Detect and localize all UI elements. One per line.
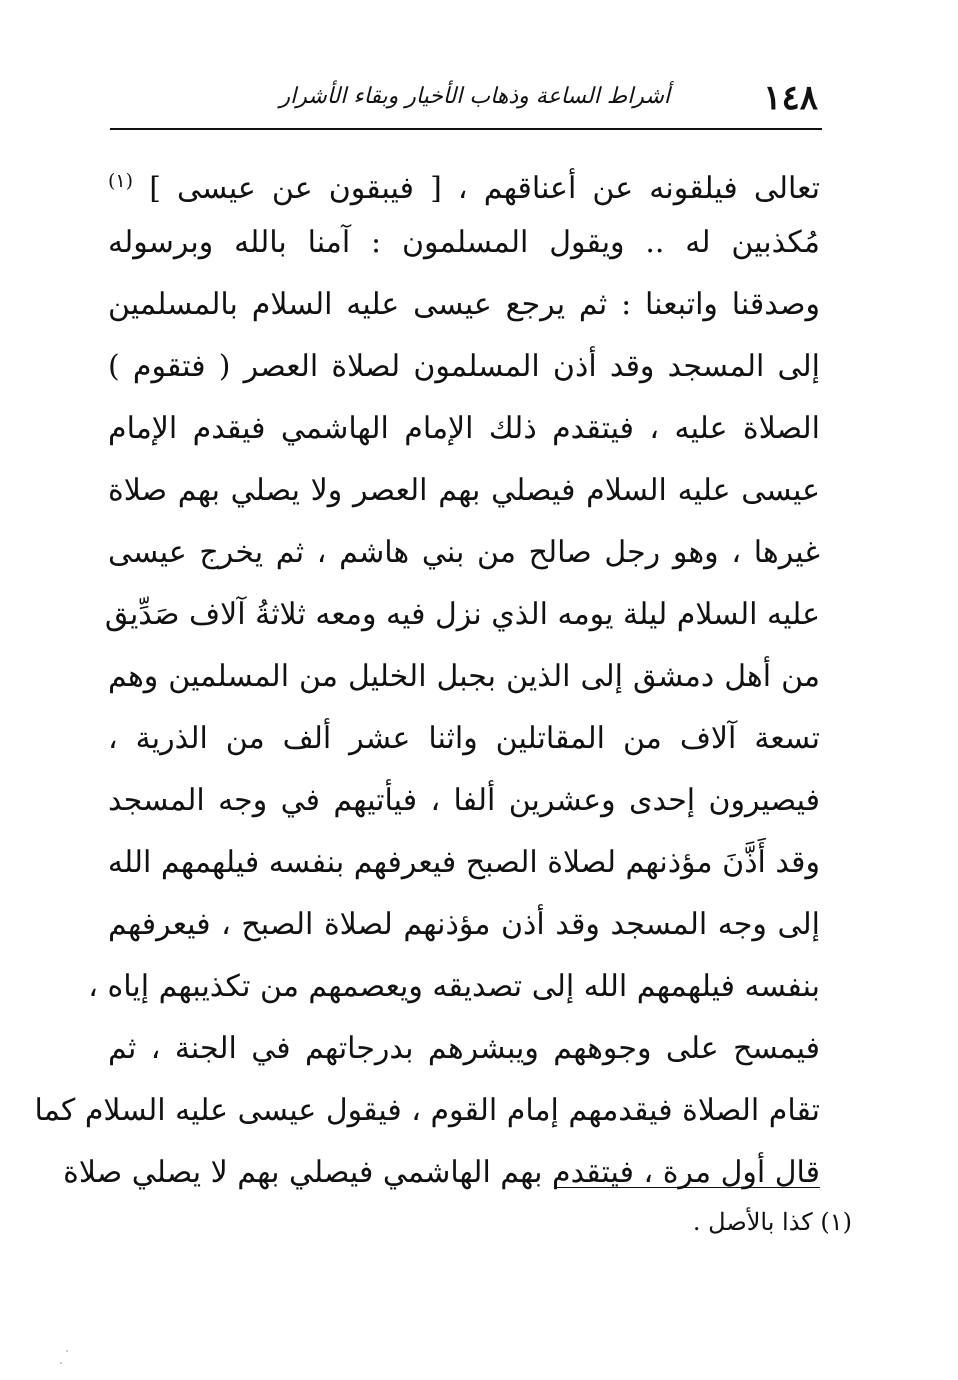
page-number: ١٤٨: [763, 78, 818, 118]
header-rule: [110, 128, 822, 130]
text-line: غيرها ، وهو رجل صالح من بني هاشم ، ثم يخرج عيسى: [108, 535, 820, 570]
text-line: عيسى عليه السلام فيصلي بهم العصر ولا يصلي بهم صلاة: [108, 473, 820, 508]
text-line: الصلاة عليه ، فيتقدم ذلك الإمام الهاشمي فيقدم الإمام: [108, 411, 820, 446]
text-line: إلى وجه المسجد وقد أذن مؤذنهم لصلاة الصبح ، فيعرفهم: [108, 907, 820, 942]
text-line: بنفسه فيلهمهم الله إلى تصديقه ويعصمهم من تكذيبهم إياه ،: [88, 969, 820, 1004]
text-line: من أهل دمشق إلى الذين بجبل الخليل من المسلمين وهم: [108, 659, 820, 694]
text-line: قال أول مرة ، فيتقدم بهم الهاشمي فيصلي بهم لا يصلي صلاة: [63, 1155, 820, 1190]
text-line: تقام الصلاة فيقدمهم إمام القوم ، فيقول عيسى عليه السلام كما: [34, 1093, 820, 1128]
text-line: تسعة آلاف من المقاتلين واثنا عشر ألف من الذرية ،: [108, 721, 820, 756]
text-line: فيمسح على وجوههم ويبشرهم بدرجاتهم في الجنة ، ثم: [108, 1031, 820, 1066]
page-header: [110, 78, 820, 126]
footnote-marker: (١): [820, 1208, 852, 1236]
body-text: [34, 150, 820, 1204]
text-line: وقد أَذَّنَ مؤذنهم لصلاة الصبح فيعرفهم بنفسه فيلهمهم الله: [107, 845, 820, 880]
text-line: مُكذبين له .. ويقول المسلمون : آمنا بالله وبرسوله: [108, 225, 820, 260]
scan-speck: [60, 1362, 62, 1364]
text-line: عليه السلام ليلة يومه الذي نزل فيه ومعه ثلاثةُ آلاف صَدِّيق: [104, 597, 820, 632]
footnote: [693, 1208, 852, 1236]
text-line: تعالى فيلقونه عن أعناقهم ، [ فيبقون عن عيسى ] $^{(١)}$: [108, 170, 820, 206]
text-line: إلى المسجد وقد أذن المسلمون لصلاة العصر ( فتقوم ): [108, 349, 820, 384]
footnote-ref: (١): [108, 170, 134, 192]
footnote-text: كذا بالأصل .: [692, 1208, 813, 1236]
footnote-separator: [555, 1187, 820, 1188]
text-line: فيصيرون إحدى وعشرين ألفا ، فيأتيهم في وجه المسجد: [108, 783, 820, 818]
running-title: أشراط الساعة وذهاب الأخيار وبقاء الأشرار: [279, 84, 670, 109]
text-line: وصدقنا واتبعنا : ثم يرجع عيسى عليه السلام بالمسلمين: [108, 287, 820, 322]
scan-speck: [66, 1350, 68, 1352]
